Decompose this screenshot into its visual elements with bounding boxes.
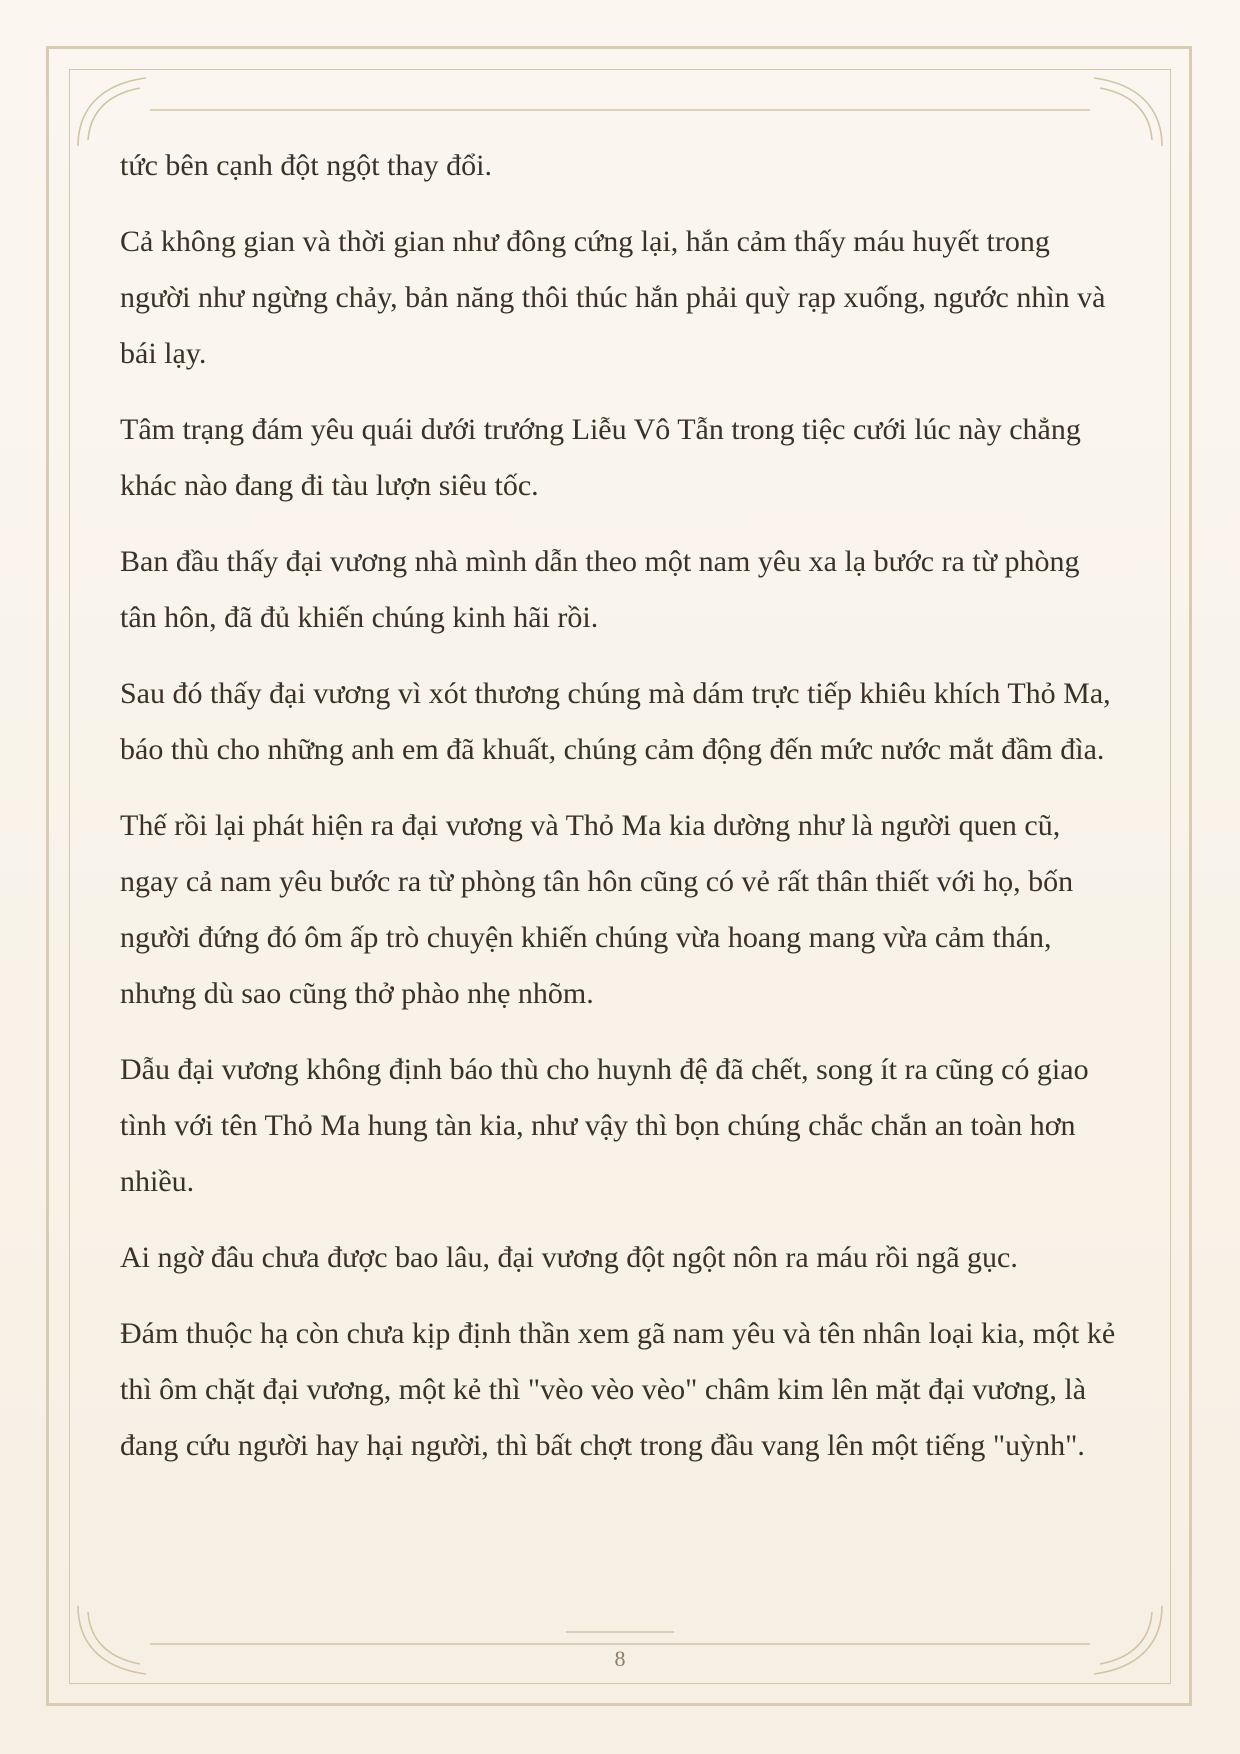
paragraph: Ban đầu thấy đại vương nhà mình dẫn theo một nam yêu xa lạ bước ra từ phòng tân hôn, đã đủ khiến chúng kinh hãi rồi. xyxy=(120,545,1080,634)
paragraph: Sau đó thấy đại vương vì xót thương chúng mà dám trực tiếp khiêu khích Thỏ Ma, báo thù cho những anh em đã khuất, chúng cảm động đến mức nước mắt đầm đìa. xyxy=(120,677,1111,766)
paragraph: Đám thuộc hạ còn chưa kịp định thần xem gã nam yêu và tên nhân loại kia, một kẻ thì ôm chặt đại vương, một kẻ thì "vèo vèo vèo" châm kim lên mặt đại vương, là đang cứu người hay hại người, thì bất chợt trong đầu vang lên một tiếng "uỳnh". xyxy=(120,1317,1116,1462)
paragraph: Tâm trạng đám yêu quái dưới trướng Liễu Vô Tẫn trong tiệc cưới lúc này chẳng khác nào đang đi tàu lượn siêu tốc. xyxy=(120,413,1081,502)
paragraph: Ai ngờ đâu chưa được bao lâu, đại vương đột ngột nôn ra máu rồi ngã gục. xyxy=(120,1241,1018,1274)
paragraph: Cả không gian và thời gian như đông cứng lại, hắn cảm thấy máu huyết trong người như ngừng chảy, bản năng thôi thúc hắn phải quỳ rạp xuống, ngước nhìn và bái lạy. xyxy=(120,225,1106,370)
corner-ornament-top-right-inner xyxy=(1100,88,1152,140)
paragraph: tức bên cạnh đột ngột thay đổi. xyxy=(120,149,493,182)
paragraph: Thế rồi lại phát hiện ra đại vương và Thỏ Ma kia dường như là người quen cũ, ngay cả nam yêu bước ra từ phòng tân hôn cũng có vẻ rất thân thiết với họ, bốn người đứng đó ôm ấp trò chuyện khiến chúng vừa hoang mang vừa cảm thán, nhưng dù sao cũng thở phào nhẹ nhõm. xyxy=(120,809,1074,1010)
page-number: 8 xyxy=(614,1646,626,1671)
corner-ornament-top-left-inner xyxy=(88,88,140,140)
body-text xyxy=(120,138,1120,1494)
paragraph: Dẫu đại vương không định báo thù cho huynh đệ đã chết, song ít ra cũng có giao tình với tên Thỏ Ma hung tàn kia, như vậy thì bọn chúng chắc chắn an toàn hơn nhiều. xyxy=(120,1053,1089,1198)
